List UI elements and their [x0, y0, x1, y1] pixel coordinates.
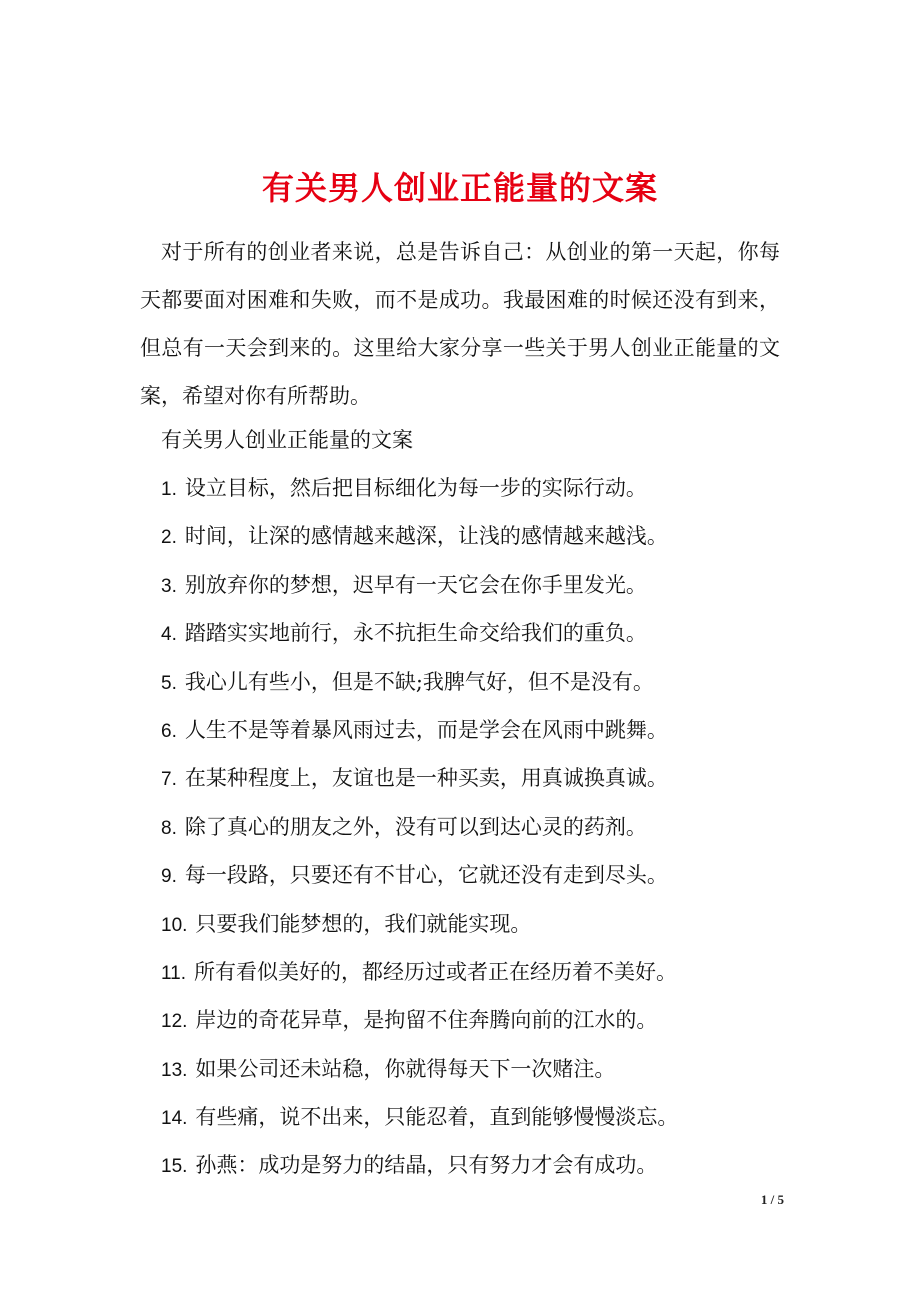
list-item-text: 人生不是等着暴风雨过去，而是学会在风雨中跳舞。 — [184, 717, 668, 742]
list-item — [161, 561, 801, 609]
list-item — [161, 609, 801, 657]
list-item-number: 15. — [161, 1156, 188, 1178]
list-item — [161, 1045, 801, 1093]
list-item-text: 时间，让深的感情越来越深，让浅的感情越来越浅。 — [184, 524, 668, 549]
list-item-number: 7. — [161, 769, 177, 791]
list-item — [161, 512, 801, 560]
list-item — [161, 996, 801, 1044]
list-item-number: 1. — [161, 479, 177, 500]
list-item — [161, 948, 801, 996]
list-item — [161, 754, 801, 802]
list-item-text: 孙燕：成功是努力的结晶，只有努力才会有成功。 — [195, 1153, 658, 1178]
page-number: 1 / 5 — [760, 1192, 784, 1207]
list-item-text: 每一段路，只要还有不甘心，它就还没有走到尽头。 — [184, 863, 668, 888]
list-item — [161, 803, 801, 851]
list-item-number: 9. — [161, 866, 177, 888]
list-item-number: 4. — [161, 624, 177, 646]
list-item-text: 只要我们能梦想的，我们就能实现。 — [195, 911, 532, 936]
list-item-text: 如果公司还未站稳，你就得每天下一次赌注。 — [195, 1056, 616, 1081]
list-item-text: 设立目标，然后把目标细化为每一步的实际行动。 — [184, 476, 647, 500]
list-item-text: 所有看似美好的，都经历过或者正在经历着不美好。 — [194, 959, 678, 984]
list-item-text: 岸边的奇花异草，是拘留不住奔腾向前的江水的。 — [195, 1008, 658, 1033]
list-item — [161, 464, 801, 512]
list-item — [161, 658, 801, 706]
list-item-text: 在某种程度上，友谊也是一种买卖，用真诚换真诚。 — [184, 766, 668, 791]
list-item-text: 我心儿有些小，但是不缺;我脾气好，但不是没有。 — [184, 669, 654, 694]
intro-paragraph: 对于所有的创业者来说，总是告诉自己：从创业的第一天起，你每天都要面对困难和失败，而不是成功。我最困难的时候还没有到来，但总有一天会到来的。这里给大家分享一些关于男人创业正能量的文案，希望对你有所帮助。 — [140, 240, 780, 408]
list-item — [161, 1093, 801, 1141]
list-item-number: 10. — [161, 914, 188, 936]
list-item-number: 2. — [161, 527, 177, 549]
list-item-number: 11. — [161, 962, 187, 984]
quote-list — [161, 464, 801, 1190]
list-item-number: 6. — [161, 720, 177, 742]
list-item-number: 8. — [161, 817, 177, 839]
document-title: 有关男人创业正能量的文案 — [261, 169, 658, 208]
list-item — [161, 900, 801, 948]
list-item-text: 踏踏实实地前行，永不抗拒生命交给我们的重负。 — [184, 621, 647, 646]
list-item-number: 3. — [161, 575, 177, 597]
list-item-text: 除了真心的朋友之外，没有可以到达心灵的药剂。 — [184, 814, 647, 839]
list-item — [161, 1141, 801, 1189]
list-item-text: 有些痛，说不出来，只能忍着，直到能够慢慢淡忘。 — [195, 1105, 679, 1130]
list-item-number: 5. — [161, 672, 177, 694]
list-item-number: 13. — [161, 1059, 188, 1081]
section-subheading: 有关男人创业正能量的文案 — [161, 428, 413, 452]
list-item-text: 别放弃你的梦想，迟早有一天它会在你手里发光。 — [184, 572, 647, 597]
list-item — [161, 706, 801, 754]
list-item-number: 12. — [161, 1011, 188, 1033]
list-item-number: 14. — [161, 1108, 188, 1130]
list-item — [161, 851, 801, 899]
